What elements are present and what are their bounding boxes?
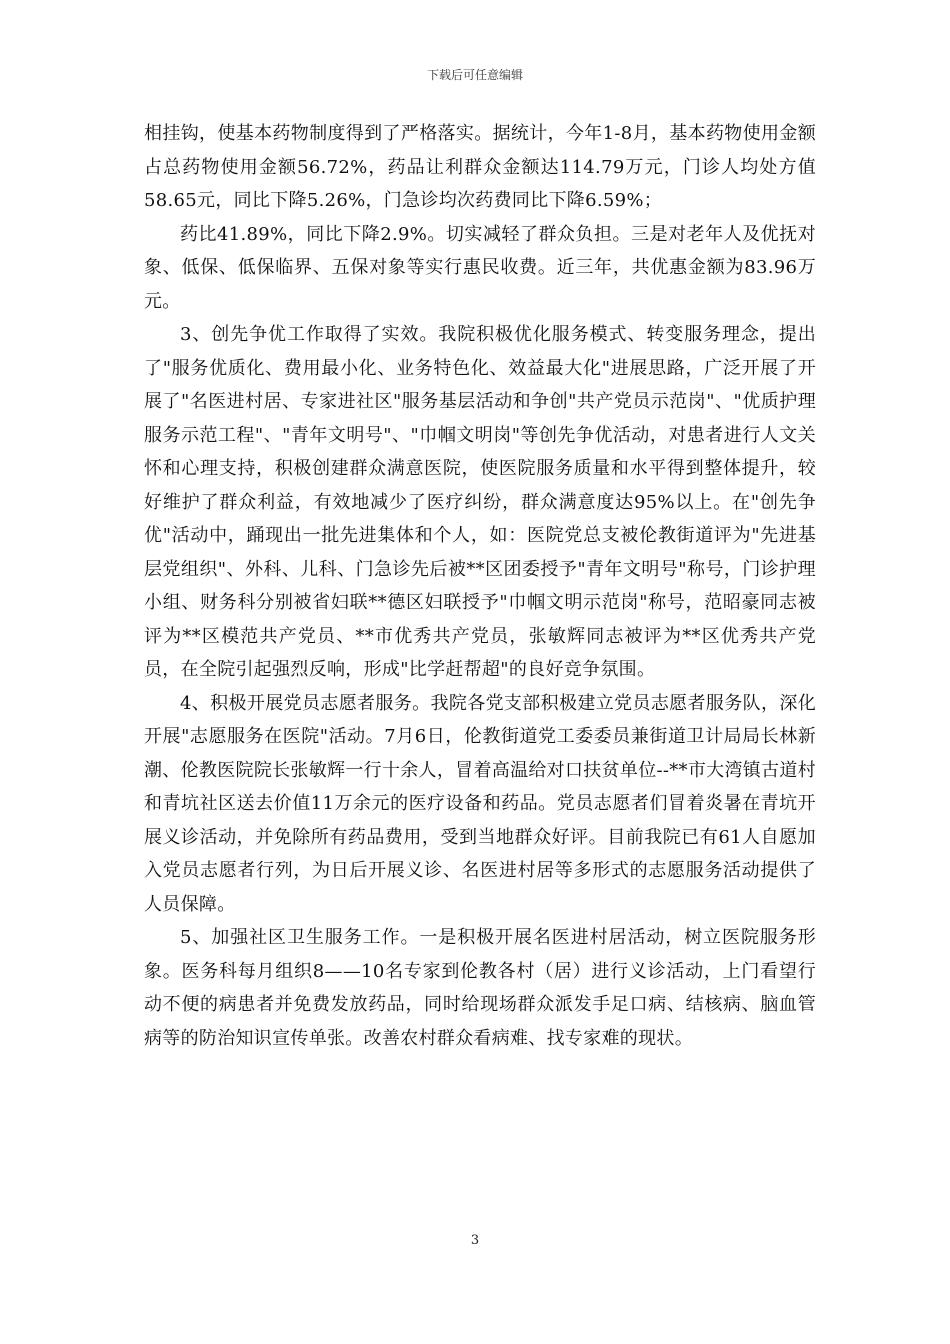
page-header: 下载后可任意编辑 xyxy=(426,68,523,82)
document-body xyxy=(144,117,816,1055)
paragraph-section-3: 3、创先争优工作取得了实效。我院积极优化服务模式、转变服务理念，提出了"服务优质化、费用最小化、业务特色化、效益最大化"进展思路，广泛开展了开展了"名医进村居、专家进社区"服务基层活动和争创"共产党员示范岗"、"优质护理服务示范工程"、"青年文明号"、"巾帼文明岗"等创先争优活动，对患者进行人文关怀和心理支持，积极创建群众满意医院，使医院服务质量和水平得到整体提升，较好维护了群众利益，有效地减少了医疗纠纷，群众满意度达95%以上。在"创先争优"活动中，踊现出一批先进集体和个人，如：医院党总支被伦教街道评为"先进基层党组织"、外科、儿科、门急诊先后被**区团委授予"青年文明号"称号，门诊护理小组、财务科分别被省妇联**德区妇联授予"巾帼文明示范岗"称号，范昭豪同志被评为**区模范共产党员、**市优秀共产党员，张敏辉同志被评为**区优秀共产党员，在全院引起强烈反响，形成"比学赶帮超"的良好竞争氛围。 xyxy=(144,324,816,680)
page-number: 3 xyxy=(470,1233,480,1248)
paragraph-section-5: 5、加强社区卫生服务工作。一是积极开展名医进村居活动，树立医院服务形象。医务科每月组织8——10名专家到伦教各村（居）进行义诊活动，上门看望行动不便的病患者并免费发放药品，同时给现场群众派发手足口病、结核病、脑血管病等的防治知识宣传单张。改善农村群众看病难、找专家难的现状。 xyxy=(144,927,816,1049)
paragraph-continuation: 相挂钩，使基本药物制度得到了严格落实。据统计，今年1-8月，基本药物使用金额占总药物使用金额56.72%，药品让利群众金额达114.79万元，门诊人均处方值58.65元，同比下降5.26%，门急诊均次药费同比下降6.59%； xyxy=(144,123,816,211)
paragraph-drug-ratio: 药比41.89%，同比下降2.9%。切实减轻了群众负担。三是对老年人及优抚对象、低保、低保临界、五保对象等实行惠民收费。近三年，共优惠金额为83.96万元。 xyxy=(144,223,816,312)
paragraph-section-4: 4、积极开展党员志愿者服务。我院各党支部积极建立党员志愿者服务队，深化开展"志愿服务在医院"活动。7月6日，伦教街道党工委委员兼街道卫计局局长林新潮、伦教医院院长张敏辉一行十余人，冒着高温给对口扶贫单位--**市大湾镇古道村和青坑社区送去价值11万余元的医疗设备和药品。党员志愿者们冒着炎暑在青坑开展义诊活动，并免除所有药品费用，受到当地群众好评。目前我院已有61人自愿加入党员志愿者行列，为日后开展义诊、名医进村居等多形式的志愿服务活动提供了人员保障。 xyxy=(144,692,816,915)
